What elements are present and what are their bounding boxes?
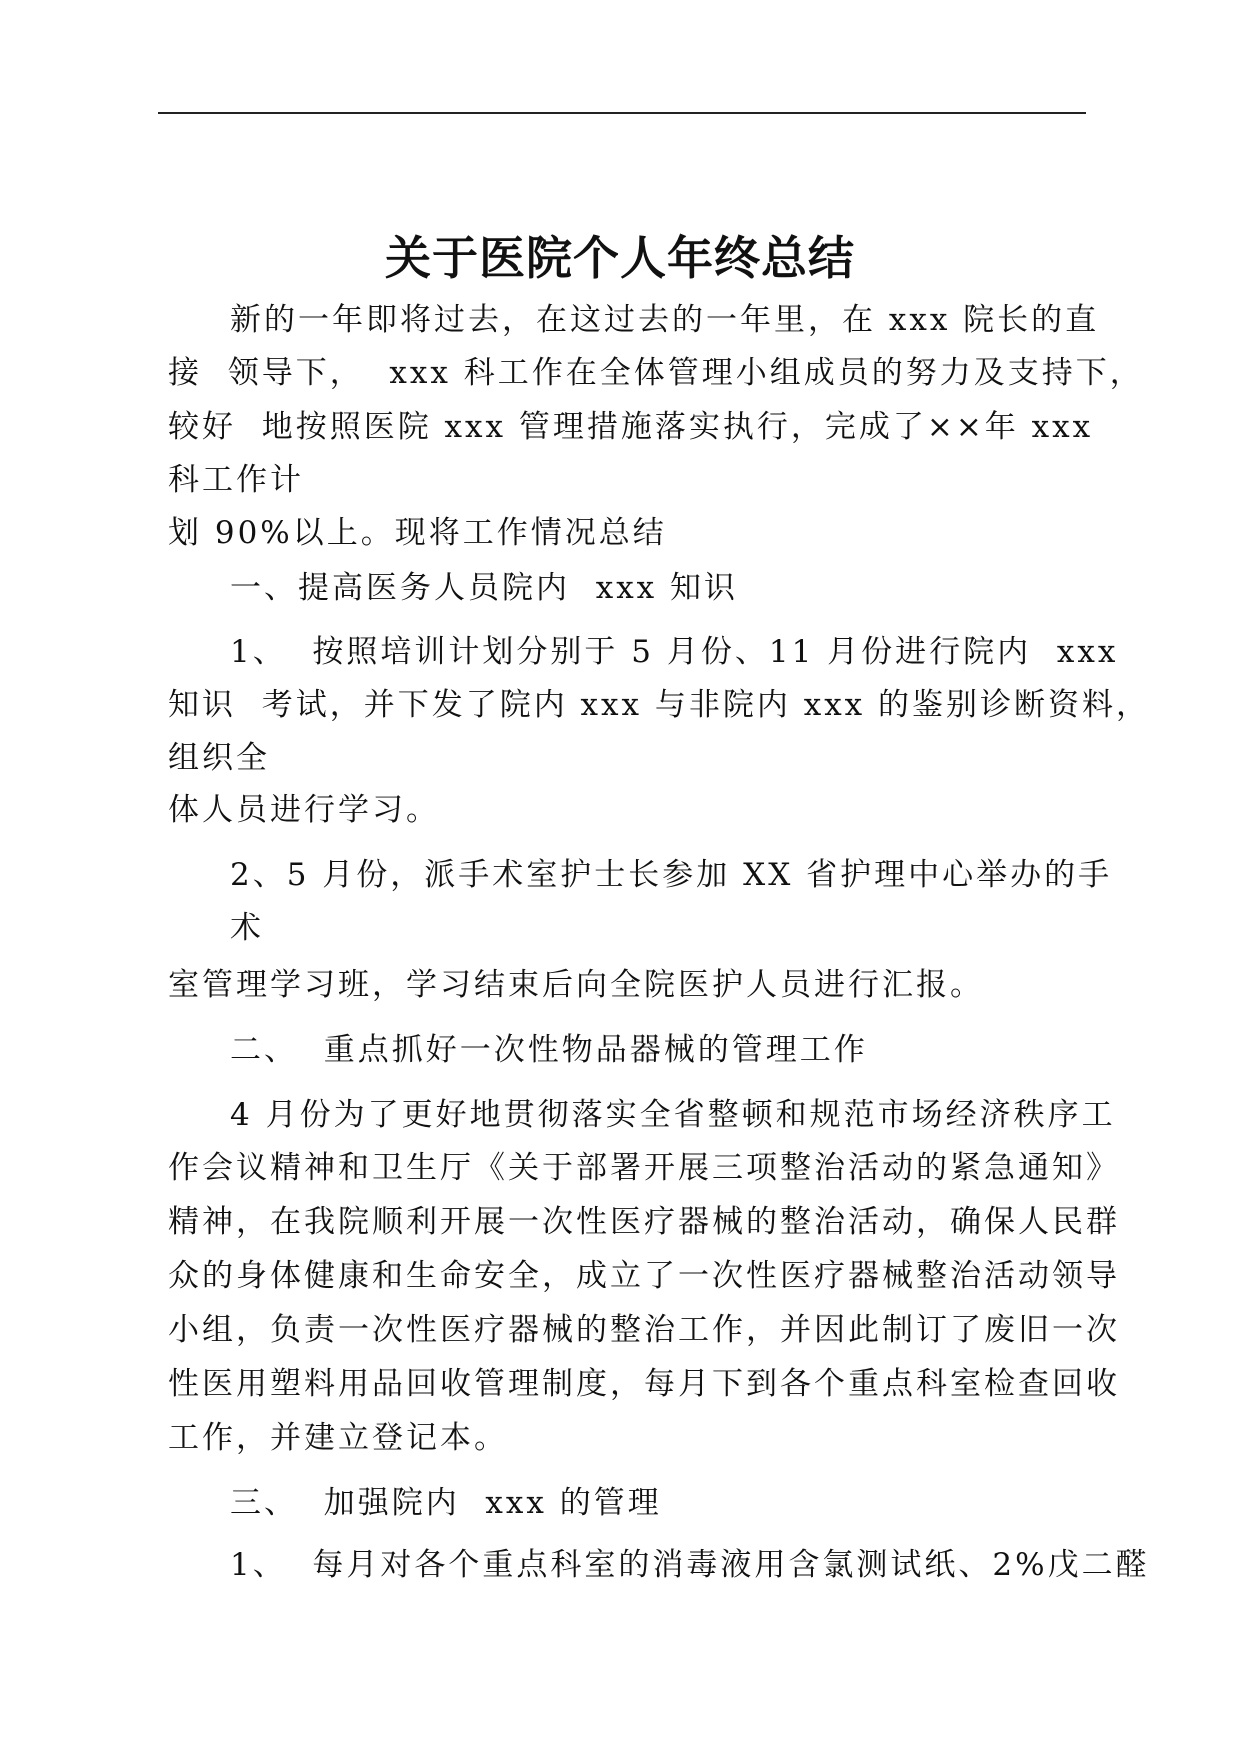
body-line: 众的身体健康和生命安全，成立了一次性医疗器械整治活动领导 <box>168 1258 1120 1294</box>
body-line: 1、 按照培训计划分别于 5 月份、11 月份进行院内 xxx <box>230 634 1119 670</box>
body-line: 作会议精神和卫生厅《关于部署开展三项整治活动的紧急通知》 <box>168 1150 1120 1186</box>
body-line: 新的一年即将过去，在这过去的一年里，在 xxx 院长的直 <box>230 302 1100 338</box>
section-heading: 一、提高医务人员院内 xxx 知识 <box>230 570 739 606</box>
header-rule <box>158 112 1086 114</box>
body-line: 室管理学习班，学习结束后向全院医护人员进行汇报。 <box>168 967 984 1003</box>
body-line: 体人员进行学习。 <box>168 792 440 828</box>
body-line: 较好 地按照医院 xxx 管理措施落实执行，完成了××年 xxx <box>168 409 1094 445</box>
body-line: 接 领导下， xxx 科工作在全体管理小组成员的努力及支持下， <box>168 355 1144 391</box>
body-line: 1、 每月对各个重点科室的消毒液用含氯测试纸、2%戊二醛 <box>230 1547 1150 1583</box>
document-title: 关于医院个人年终总结 <box>385 231 855 285</box>
section-heading: 二、 重点抓好一次性物品器械的管理工作 <box>230 1032 868 1068</box>
body-line: 2、5 月份，派手术室护士长参加 XX 省护理中心举办的手 <box>230 857 1113 893</box>
body-line: 精神，在我院顺利开展一次性医疗器械的整治活动，确保人民群 <box>168 1204 1120 1240</box>
body-line: 工作，并建立登记本。 <box>168 1420 508 1456</box>
section-heading: 三、 加强院内 xxx 的管理 <box>230 1485 662 1521</box>
body-line: 组织全 <box>168 740 270 776</box>
body-line: 知识 考试，并下发了院内 xxx 与非院内 xxx 的鉴别诊断资料， <box>168 687 1151 723</box>
body-line: 术 <box>230 910 264 946</box>
body-line: 4 月份为了更好地贯彻落实全省整顿和规范市场经济秩序工 <box>230 1097 1116 1133</box>
body-line: 科工作计 <box>168 462 304 498</box>
body-line: 划 90%以上。现将工作情况总结 <box>168 515 667 551</box>
body-line: 小组，负责一次性医疗器械的整治工作，并因此制订了废旧一次 <box>168 1312 1120 1348</box>
body-line: 性医用塑料用品回收管理制度，每月下到各个重点科室检查回收 <box>168 1366 1120 1402</box>
